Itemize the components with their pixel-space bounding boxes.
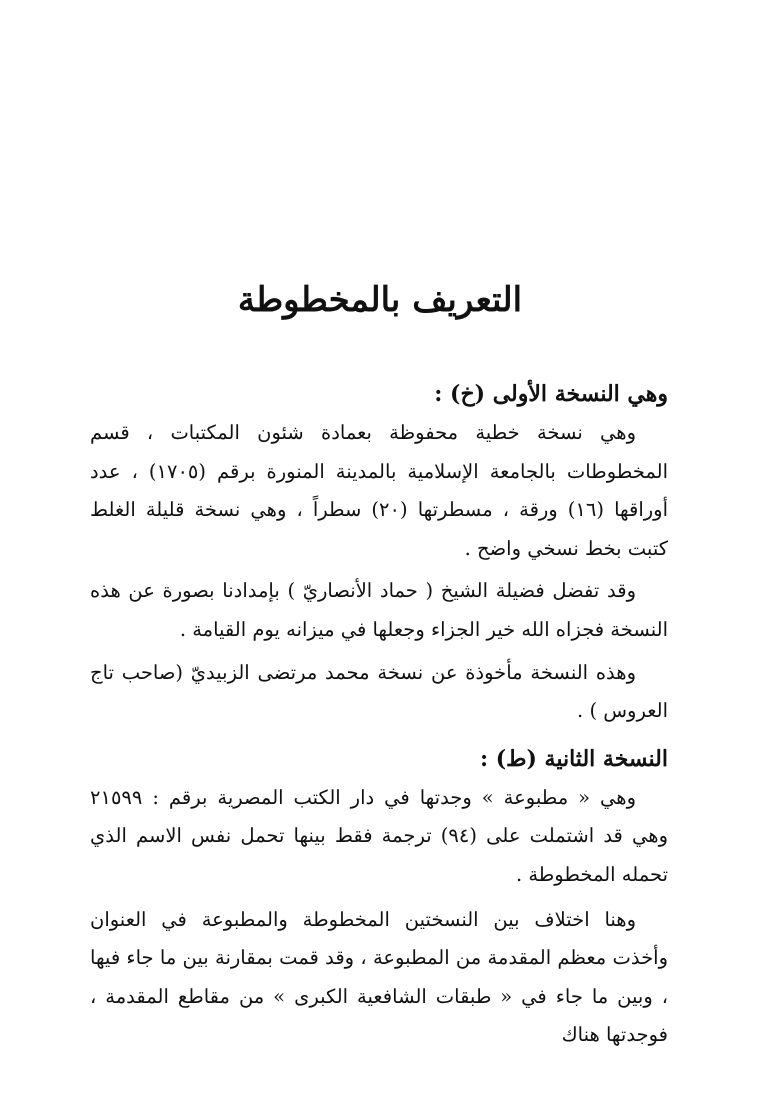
paragraph-printed-copy: وهي « مطبوعة » وجدتها في دار الكتب المصرية برقم : ٢١٥٩٩ وهي قد اشتملت على (٩٤) ترجمة فقط بينها تحمل نفس الاسم الذي تحمله المخطوطة . — [90, 785, 668, 886]
section-heading-second-copy: النسخة الثانية (ط) : — [479, 745, 668, 772]
paragraph-manuscript-description: وهي نسخة خطية محفوظة بعمادة شئون المكتبات ، قسم المخطوطات بالجامعة الإسلامية بالمدينة المنورة برقم (١٧٠٥) ، عدد أوراقها (١٦) ورقة ، مسطرتها (٢٠) سطراً ، وهي نسخة قليلة الغلط كتبت بخط نسخي واضح . — [90, 421, 668, 560]
paragraph-comparison: وهنا اختلاف بين النسختين المخطوطة والمطبوعة في العنوان وأخذت معظم المقدمة من المطبوعة ، وقد قمت بمقارنة بين ما جاء فيها ، وبين ما جاء في « طبقات الشافعية الكبرى » من مقاطع المقدمة ، فوجدتها هناك — [90, 907, 668, 1047]
section-heading-first-copy: وهي النسخة الأولى (خ) : — [434, 381, 668, 407]
page-title: التعريف بالمخطوطة — [237, 280, 523, 320]
paragraph-acknowledgement: وقد تفضل فضيلة الشيخ ( حماد الأنصاريّ ) بإمدادنا بصورة عن هذه النسخة فجزاه الله خير الجزاء وجعلها في ميزانه يوم القيامة . — [90, 579, 668, 641]
paragraph-source-copy: وهذه النسخة مأخوذة عن نسخة محمد مرتضى الزبيديّ (صاحب تاج العروس ) . — [90, 660, 668, 723]
document-body — [90, 374, 668, 1055]
